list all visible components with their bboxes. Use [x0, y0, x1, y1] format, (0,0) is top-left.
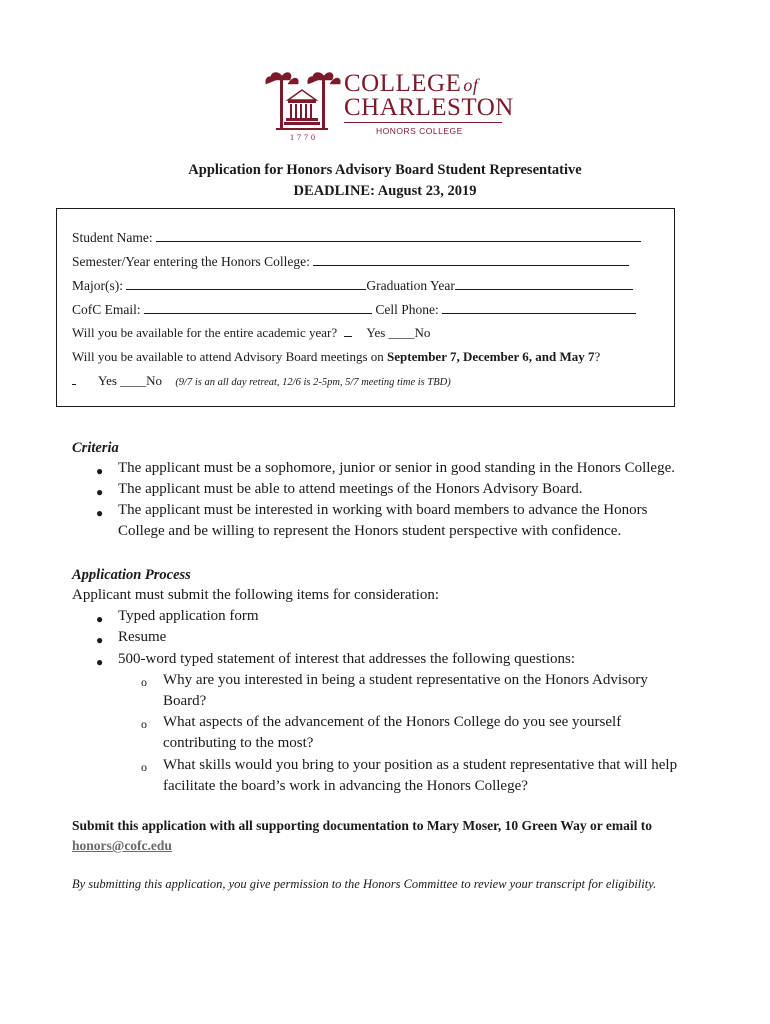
submit-instructions: Submit this application with all supporting documentation to Mary Moser, 10 Green Way or email to — [72, 818, 653, 833]
majors-field[interactable] — [126, 277, 366, 290]
bullet-icon: ● — [96, 506, 104, 520]
meetings-yes-field[interactable] — [72, 372, 76, 385]
meeting-dates: September 7, December 6, and May 7 — [387, 349, 595, 364]
question-item-continued: facilitate the board’s work in advancing the Honors College? — [163, 778, 528, 794]
criteria-item: The applicant must be able to attend meetings of the Honors Advisory Board. — [118, 481, 583, 497]
grad-year-field[interactable] — [455, 277, 633, 290]
email-phone-row — [72, 301, 636, 318]
student-name-field[interactable] — [156, 229, 641, 242]
logo-year: 1770 — [290, 133, 318, 142]
page-title: Application for Honors Advisory Board Student Representative — [188, 162, 582, 178]
available-meetings-row — [72, 349, 600, 365]
honors-email-link[interactable]: honors@cofc.edu — [72, 838, 172, 853]
circle-bullet-icon: o — [141, 675, 147, 689]
meetings-options: Yes ____No — [98, 373, 163, 388]
question-item: What skills would you bring to your position as a student representative that will help — [163, 757, 678, 773]
question-mark: ? — [594, 349, 601, 364]
question-item-continued: Board? — [163, 693, 207, 709]
process-item: Typed application form — [118, 608, 259, 624]
criteria-item: The applicant must be interested in working with board members to advance the Honors — [118, 502, 648, 518]
question-item-continued: contributing to the most? — [163, 735, 314, 751]
meeting-note: (9/7 is an all day retreat, 12/6 is 2-5pm, 5/7 meeting time is TBD) — [175, 377, 451, 388]
email-field[interactable] — [144, 301, 372, 314]
student-name-label: Student Name: — [72, 230, 153, 245]
phone-label: Cell Phone: — [375, 302, 439, 317]
logo-divider — [344, 122, 502, 123]
consent-statement: By submitting this application, you give permission to the Honors Committee to review your transcript for eligibility. — [72, 877, 657, 891]
criteria-item: The applicant must be a sophomore, junior or senior in good standing in the Honors College. — [118, 460, 675, 476]
majors-row — [72, 277, 633, 294]
logo-charleston-text: CHARLESTON — [344, 94, 514, 121]
semester-year-row — [72, 253, 629, 270]
logo-of-text: of — [463, 75, 479, 95]
majors-label: Major(s): — [72, 278, 123, 293]
question-item: What aspects of the advancement of the Honors College do you see yourself — [163, 714, 622, 730]
question-item: Why are you interested in being a student representative on the Honors Advisory — [163, 672, 648, 688]
criteria-heading: Criteria — [72, 440, 119, 456]
logo-subtitle: HONORS COLLEGE — [376, 126, 463, 136]
grad-year-label: Graduation Year — [366, 278, 455, 293]
process-heading: Application Process — [72, 567, 191, 583]
process-item: Resume — [118, 629, 167, 645]
process-intro: Applicant must submit the following items for consideration: — [72, 587, 440, 603]
circle-bullet-icon: o — [141, 760, 147, 774]
available-year-options: Yes ____No — [366, 325, 431, 340]
deadline: DEADLINE: August 23, 2019 — [293, 183, 477, 199]
bullet-icon: ● — [96, 655, 104, 669]
available-meetings-question: Will you be available to attend Advisory Board meetings on — [72, 349, 388, 364]
available-year-yes-field[interactable] — [344, 324, 352, 337]
email-label: CofC Email: — [72, 302, 141, 317]
criteria-item-continued: College and be willing to represent the Honors student perspective with confidence. — [118, 523, 622, 539]
process-item: 500-word typed statement of interest that addresses the following questions: — [118, 651, 575, 667]
phone-field[interactable] — [442, 301, 636, 314]
bullet-icon: ● — [96, 633, 104, 647]
bullet-icon: ● — [96, 464, 104, 478]
meeting-options-row — [72, 372, 451, 389]
logo-college-text: COLLEGE — [344, 70, 462, 97]
student-name-row — [72, 229, 641, 246]
bullet-icon: ● — [96, 485, 104, 499]
semester-year-label: Semester/Year entering the Honors College: — [72, 254, 310, 269]
circle-bullet-icon: o — [141, 717, 147, 731]
available-year-question: Will you be available for the entire academic year? — [72, 325, 338, 340]
bullet-icon: ● — [96, 612, 104, 626]
semester-year-field[interactable] — [313, 253, 629, 266]
available-year-row — [72, 324, 430, 341]
